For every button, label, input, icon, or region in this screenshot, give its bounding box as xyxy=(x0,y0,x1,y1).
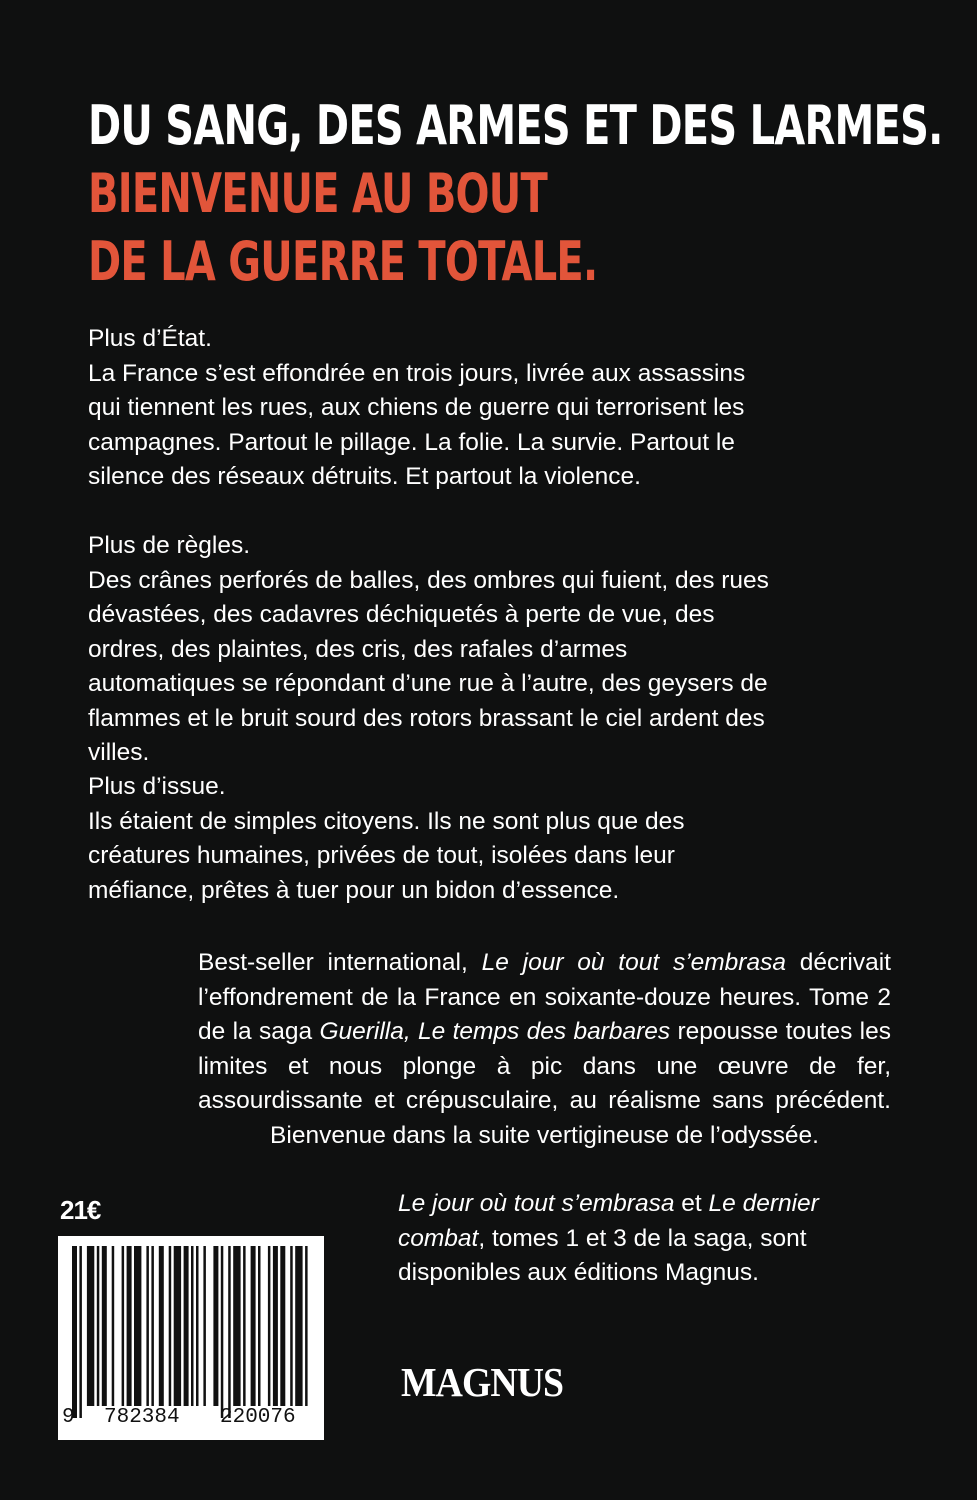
barcode-bar xyxy=(112,1246,115,1406)
barcode-bar xyxy=(146,1246,149,1406)
publisher-logo: MAGNUS xyxy=(401,1359,564,1405)
barcode-bar xyxy=(273,1246,278,1406)
paragraph-body: Ils étaient de simples citoyens. Ils ne sont plus que des créatures humaines, privées de tout, isolées dans leur méfiance, prêtes à tuer pour un bidon d’essence. xyxy=(88,807,685,904)
paragraph-lead: Plus de règles. xyxy=(88,532,251,559)
barcode-bar xyxy=(290,1246,293,1406)
headline-line-2: BIENVENUE AU BOUT xyxy=(88,162,548,225)
barcode-bar xyxy=(305,1246,308,1406)
barcode-bar xyxy=(280,1246,285,1406)
barcode-bar xyxy=(151,1246,154,1406)
barcode-bar xyxy=(134,1246,141,1406)
barcode-bar xyxy=(203,1246,206,1406)
headline-line-1: DU SANG, DES ARMES ET DES LARMES. xyxy=(88,94,943,157)
paragraph-etat xyxy=(88,322,778,495)
paragraph-issue xyxy=(88,770,778,908)
barcode-bar xyxy=(196,1246,199,1406)
blurb-text: repousse toutes les limites et nous plonge à pic dans une œuvre de fer, assourdissante et crépusculaire, au réalisme sans précédent. Bienvenue dans la suite vertigineuse de l’odyssée. xyxy=(198,1018,891,1149)
headline xyxy=(88,92,943,296)
paragraph-lead: Plus d’issue. xyxy=(88,773,226,800)
blurb xyxy=(198,946,891,1153)
barcode-bar xyxy=(79,1246,82,1418)
barcode-digit-first: 9 xyxy=(62,1406,75,1429)
paragraph-lead: Plus d’État. xyxy=(88,325,212,352)
barcode xyxy=(58,1236,324,1440)
barcode-bar xyxy=(213,1246,218,1406)
book-title: Le jour où tout s’embrasa xyxy=(398,1190,675,1217)
barcode-bar xyxy=(174,1246,181,1406)
availability-note xyxy=(398,1187,893,1291)
availability-text: , tomes 1 et 3 de la saga, sont disponibles aux éditions Magnus. xyxy=(398,1224,807,1286)
headline-line-3: DE LA GUERRE TOTALE. xyxy=(88,230,598,293)
barcode-bar xyxy=(159,1246,164,1406)
availability-text: et xyxy=(674,1190,709,1217)
barcode-digits xyxy=(58,1406,324,1436)
barcode-bar xyxy=(127,1246,132,1406)
barcode-digits-left: 782384 xyxy=(104,1406,180,1429)
barcode-digits-right: 220076 xyxy=(220,1406,296,1429)
barcode-bar xyxy=(122,1246,125,1406)
barcode-bar xyxy=(295,1246,302,1406)
blurb-text: Best-seller international, xyxy=(198,949,482,976)
barcode-bar xyxy=(228,1246,231,1418)
price: 21€ xyxy=(60,1195,101,1225)
paragraph-body: Des crânes perforés de balles, des ombres qui fuient, des rues dévastées, des cadavres déchiquetés à perte de vue, des ordres, des plaintes, des cris, des rafales d’armes automatiques se répondant d’une rue à l’autre, des geysers de flammes et le bruit sourd des rotors brassant le ciel ardent des villes. xyxy=(88,566,769,766)
barcode-bar xyxy=(169,1246,172,1406)
paragraph-regles xyxy=(88,529,778,771)
barcode-bar xyxy=(233,1246,240,1406)
barcode-bar xyxy=(251,1246,256,1406)
barcode-bar xyxy=(243,1246,246,1406)
barcode-bar xyxy=(102,1246,107,1406)
book-title: Le jour où tout s’embrasa xyxy=(481,949,786,976)
barcode-bar xyxy=(191,1246,194,1406)
barcode-bar xyxy=(72,1246,77,1418)
barcode-bar xyxy=(97,1246,100,1406)
barcode-bar xyxy=(87,1246,94,1406)
barcode-bar xyxy=(268,1246,271,1406)
paragraph-body: La France s’est effondrée en trois jours, livrée aux assassins qui tiennent les rues, aux chiens de guerre qui terrorisent les campagnes. Partout le pillage. La folie. La survie. Partout le silence des réseaux détruits. Et partout la violence. xyxy=(88,359,746,490)
book-title: Le dernier combat xyxy=(398,1190,819,1252)
barcode-bar xyxy=(258,1246,261,1406)
barcode-bar xyxy=(184,1246,189,1406)
barcode-bar xyxy=(221,1246,224,1418)
saga-title: Guerilla, Le temps des barbares xyxy=(319,1018,671,1045)
blurb-text: décrivait l’effondrement de la France en soixante-douze heures. Tome 2 de la saga xyxy=(198,949,891,1045)
